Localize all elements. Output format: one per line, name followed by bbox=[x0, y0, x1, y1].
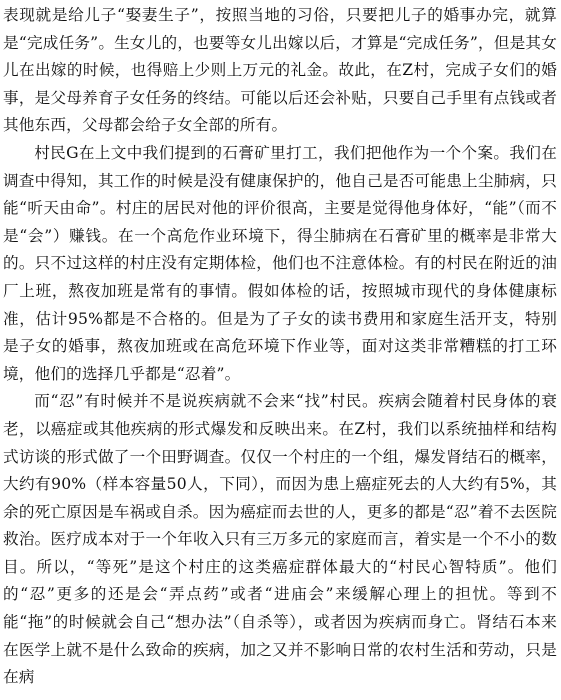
paragraph-1: 表现就是给儿子“娶妻生子”，按照当地的习俗，只要把儿子的婚事办完，就算是“完成任务”。生女儿的，也要等女儿出嫁以后，才算是“完成任务”，但是其女儿在出嫁的时候，也得赔上少则上万元的礼金。故此，在Z村，完成子女们的婚事，是父母养育子女任务的终结。可能以后还会补贴，只要自己手里有点钱或者其他东西，父母都会给子女全部的所有。 bbox=[3, 6, 557, 135]
paragraph-2: 村民G在上文中我们提到的石膏矿里打工，我们把他作为一个个案。我们在调查中得知，其工作的时候是没有健康保护的，他自己是否可能患上尘肺病，只能“听天由命”。村庄的居民对他的评价很高，主要是觉得他身体好，“能”（而不是“会”）赚钱。在一个高危作业环境下，得尘肺病在石膏矿里的概率是非常大的。只不过这样的村庄没有定期体检，他们也不注意体检。有的村民在附近的油厂上班，熬夜加班是常有的事情。假如体检的话，按照城市现代的身体健康标准，估计95%都是不合格的。但是为了子女的读书费用和家庭生活开支，特别是子女的婚事，熬夜加班或在高危环境下作业等，面对这类非常糟糕的打工环境，他们的选择几乎都是“忍着”。 bbox=[3, 143, 557, 383]
paragraph-3: 而“忍”有时候并不是说疾病就不会来“找”村民。疾病会随着村民身体的衰老，以癌症或其他疾病的形式爆发和反映出来。在Z村，我们以系统抽样和结构式访谈的形式做了一个田野调查。仅仅一个村庄的一个组，爆发肾结石的概率，大约有90%（样本容量50人，下同），而因为患上癌症死去的人大约有5%，其余的死亡原因是车祸或自杀。因为癌症而去世的人，更多的都是“忍”着不去医院救治。医疗成本对于一个年收入只有三万多元的家庭而言，着实是一个不小的数目。所以，“等死”是这个村庄的这类癌症群体最大的“村民心智特质”。他们的“忍”更多的还是会“弄点药”或者“进庙会”来缓解心理上的担忧。等到不能“拖”的时候就会自己“想办法”（自杀等），或者因为疾病而身亡。肾结石本来在医学上就不是什么致命的疾病，加之又并不影响日常的农村生活和劳动，只是在病 bbox=[3, 392, 557, 687]
document-body bbox=[3, 2, 557, 692]
